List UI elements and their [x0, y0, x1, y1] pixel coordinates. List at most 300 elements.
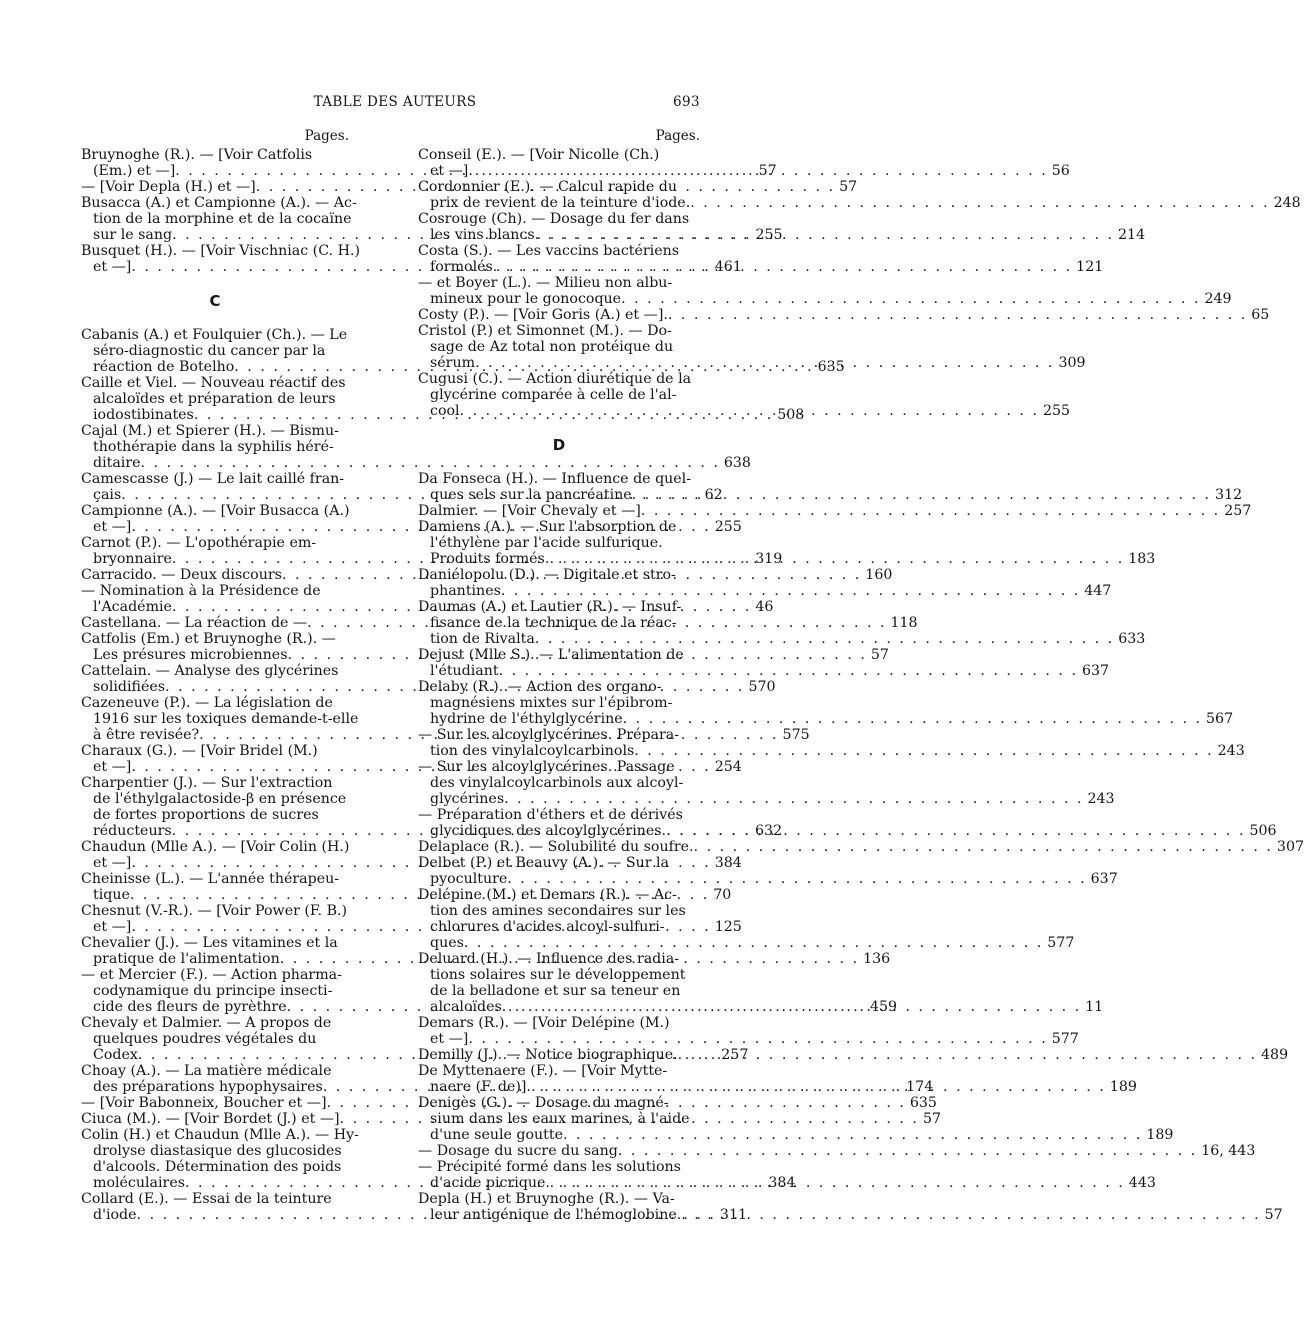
page-number: 693 [673, 94, 700, 110]
entry-line [418, 615, 700, 631]
entry-text: — Nomination à la Présidence de [81, 583, 321, 599]
entry-line [418, 179, 700, 195]
entry-line [81, 695, 349, 711]
entry-line [418, 1063, 700, 1079]
entry-page-number: 189 [1146, 1127, 1174, 1143]
index-entry [418, 503, 1252, 519]
entry-line [418, 339, 700, 355]
entry-text: Caille et Viel. — Nouveau réactif des [81, 375, 346, 391]
dot-leader [623, 711, 1202, 727]
entry-text: — Sur les alcoylglycérines. Passage [418, 759, 675, 775]
entry-line [81, 455, 751, 471]
dot-leader [507, 871, 1086, 887]
entry-text: glycérine comparée à celle de l'al- [430, 387, 677, 403]
entry-page-number: 121 [1076, 259, 1104, 275]
entry-text: Demilly (J.). — Notice biographique. [418, 1047, 678, 1063]
entry-text: et —] [430, 163, 469, 179]
entry-line [81, 243, 360, 259]
entry-text: — Préparation d'éthers et de dérivés [418, 807, 683, 823]
entry-page-number: 384 [714, 855, 742, 871]
entry-text: Cugusi (C.). — Action diurétique de la [418, 371, 692, 387]
entry-text: l'éthylène par l'acide sulfurique. [430, 535, 663, 551]
entry-text: à être revisée? [93, 727, 200, 743]
entry-line [418, 535, 700, 551]
entry-text: — [Voir Babonneix, Boucher et —] [81, 1095, 327, 1111]
entry-line [81, 1159, 349, 1175]
entry-page-number: 11 [1085, 999, 1104, 1015]
pages-heading: Pages. [304, 128, 349, 144]
entry-text: Camescasse (J.) — Le lait caillé fran- [81, 471, 345, 487]
entry-line [81, 935, 349, 951]
entry-text: ditaire [93, 455, 141, 471]
running-title: TABLE DES AUTEURS [313, 94, 477, 110]
entry-line [418, 1191, 700, 1207]
entry-line [81, 535, 349, 551]
entry-text: Dejust (Mlle S.). — L'alimentation de [418, 647, 684, 663]
entry-text: Cabanis (A.) et Foulquier (Ch.). — Le [81, 327, 348, 343]
entry-line [81, 1191, 349, 1207]
entry-line [81, 327, 349, 343]
dot-leader [678, 1047, 1257, 1063]
entry-text: Colin (H.) et Chaudun (Mlle A.). — Hy- [81, 1127, 359, 1143]
entry-text: et —] [93, 855, 132, 871]
entry-page-number: 160 [865, 567, 893, 583]
entry-page-number: 65 [1251, 307, 1270, 323]
entry-text: Chaudun (Mlle A.). — [Voir Colin (H.) [81, 839, 350, 855]
dot-leader [681, 1207, 1260, 1223]
entry-text: Charaux (G.). — [Voir Bridel (M.) [81, 743, 318, 759]
entry-line [81, 775, 349, 791]
entry-text: d'une seule goutte [430, 1127, 563, 1143]
dot-leader [694, 839, 1273, 855]
entry-page-number: 637 [1081, 663, 1110, 679]
dot-leader [501, 583, 1080, 599]
entry-line [81, 983, 349, 999]
index-entry [81, 423, 751, 471]
entry-page-number: 56 [1051, 163, 1070, 179]
entry-line [81, 791, 349, 807]
entry-text: Conseil (E.). — [Voir Nicolle (Ch.) [418, 147, 660, 163]
index-entry [418, 1015, 1079, 1047]
dot-leader [535, 227, 1114, 243]
entry-text: les vins blancs [430, 227, 535, 243]
entry-text: Depla (H.) et Bruynoghe (R.). — Va- [418, 1191, 675, 1207]
entry-text: sium dans les eaux marines, à l'aide [430, 1111, 690, 1127]
entry-page-number: 307 [1276, 839, 1304, 855]
entry-line [418, 567, 700, 583]
entry-line [81, 1031, 349, 1047]
entry-line [418, 599, 700, 615]
dot-leader [464, 935, 1043, 951]
entry-text: fisance de la technique de la réac- [430, 615, 677, 631]
entry-line [418, 919, 700, 935]
entry-page-number: 255 [714, 519, 742, 535]
dot-leader [666, 823, 1245, 839]
entry-line [418, 695, 700, 711]
entry-line [418, 903, 700, 919]
entry-text: sur le sang [93, 227, 173, 243]
entry-line [418, 983, 700, 999]
entry-text: Delaby (R.). — Action des organo- [418, 679, 662, 695]
entry-line [418, 371, 700, 387]
entry-text: tion des vinylalcoylcarbinols [430, 743, 635, 759]
dot-leader [499, 663, 1078, 679]
entry-line [81, 1127, 359, 1143]
entry-text: tion de la morphine et de la cocaïne [93, 211, 352, 227]
entry-text: Dalmier. — [Voir Chevaly et —] [418, 503, 641, 519]
entry-text: et —] [430, 1031, 469, 1047]
entry-text: sérum [430, 355, 476, 371]
entry-text: solidifiées [93, 679, 166, 695]
entry-line [81, 147, 349, 163]
entry-line [81, 391, 349, 407]
entry-line [418, 839, 1304, 855]
entry-text: chlorures d'acides alcoyl-sulfuri- [430, 919, 665, 935]
entry-line [418, 307, 1270, 323]
entry-text: et —] [93, 919, 132, 935]
dot-leader [502, 999, 1081, 1015]
entry-text: Costa (S.). — Les vaccins bactériens [418, 243, 680, 259]
entry-line [81, 439, 349, 455]
entry-text: d'alcools. Détermination des poids [93, 1159, 342, 1175]
entry-text: Busquet (H.). — [Voir Vischniac (C. H.) [81, 243, 360, 259]
entry-text: glycérines [430, 791, 505, 807]
page-header [90, 94, 700, 116]
entry-line [81, 631, 349, 647]
entry-text: Deluard (H.). — Influence des radia- [418, 951, 680, 967]
dot-leader [468, 1031, 1047, 1047]
entry-line [418, 323, 700, 339]
entry-text: cool [430, 403, 460, 419]
entry-page-number: 57 [1264, 1207, 1283, 1223]
dot-leader [563, 1127, 1142, 1143]
dot-leader [475, 355, 1054, 371]
entry-text: Costy (P.). — [Voir Goris (A.) et —]. [418, 307, 668, 323]
entry-page-number: 125 [714, 919, 742, 935]
entry-page-number: 489 [1261, 1047, 1289, 1063]
entry-line [418, 791, 1115, 807]
entry-line [418, 211, 700, 227]
entry-text: codynamique du principe insecti- [93, 983, 333, 999]
entry-text: formolés [430, 259, 493, 275]
entry-line [418, 647, 700, 663]
entry-text: çais [93, 487, 122, 503]
entry-line [81, 503, 349, 519]
entry-text: l'étudiant [430, 663, 499, 679]
entry-line [418, 631, 1146, 647]
entry-page-number: 183 [1128, 551, 1156, 567]
entry-line [418, 759, 700, 775]
dot-leader [632, 487, 1211, 503]
entry-text: bryonnaire [93, 551, 172, 567]
entry-text: — et Boyer (L.). — Milieu non albu- [418, 275, 673, 291]
entry-line [418, 291, 1232, 307]
entry-page-number: 249 [1204, 291, 1232, 307]
entry-text: De Myttenaere (F.). — [Voir Mytte- [418, 1063, 668, 1079]
entry-line [81, 743, 349, 759]
entry-line [81, 423, 349, 439]
entry-text: Ciuca (M.). — [Voir Bordet (J.) et —] [81, 1111, 340, 1127]
entry-text: glycidiques des alcoylglycérines. [430, 823, 667, 839]
entry-page-number: 46 [755, 599, 774, 615]
entry-page-number: 638 [723, 455, 751, 471]
entry-text: quelques poudres végétales du [93, 1031, 317, 1047]
entry-line [81, 967, 349, 983]
entry-line [81, 375, 349, 391]
entry-line [418, 743, 1245, 759]
entry-line [418, 1127, 1174, 1143]
entry-text: Carnot (P.). — L'opothérapie em- [81, 535, 317, 551]
entry-page-number: 447 [1084, 583, 1112, 599]
entry-text: mineux pour le gonocoque [430, 291, 622, 307]
entry-text: Cordonnier (E.). — Calcul rapide du [418, 179, 678, 195]
entry-text: Busacca (A.) et Campionne (A.). — Ac- [81, 195, 357, 211]
index-entry [418, 275, 1232, 307]
entry-line [81, 711, 359, 727]
entry-page-number: 248 [1273, 195, 1301, 211]
entry-page-number: 189 [1109, 1079, 1137, 1095]
entry-text: de la belladone et sur sa teneur en [430, 983, 681, 999]
entry-line [418, 855, 700, 871]
entry-text: Delaplace (R.). — Solubilité du soufre. [418, 839, 694, 855]
entry-text: Damiens (A.). — Sur l'absorption de [418, 519, 677, 535]
entry-text: Daniélopolu (D.). — Digitale et stro- [418, 567, 676, 583]
entry-text: Bruynoghe (R.). — [Voir Catfolis [81, 147, 313, 163]
entry-line [418, 503, 1252, 519]
entry-page-number: 57 [758, 163, 777, 179]
entry-line [418, 775, 700, 791]
entry-text: de l'éthylgalactoside-β en présence [93, 791, 347, 807]
entry-page-number: 577 [1051, 1031, 1079, 1047]
index-entry [418, 839, 1304, 855]
entry-text: Chesnut (V.-R.). — [Voir Power (F. B.) [81, 903, 348, 919]
entry-text: Campionne (A.). — [Voir Busacca (A.) [81, 503, 350, 519]
dot-leader [460, 403, 1039, 419]
entry-text: iodostibinates [93, 407, 194, 423]
entry-line [418, 387, 700, 403]
entry-page-number: 62 [704, 487, 723, 503]
entry-page-number: 384 [768, 1175, 796, 1191]
entry-page-number: 70 [713, 887, 732, 903]
entry-page-number: 16, 443 [1201, 1143, 1256, 1159]
entry-page-number: 635 [817, 359, 845, 375]
entry-page-number: 575 [782, 727, 810, 743]
entry-page-number: 214 [1118, 227, 1146, 243]
entry-line [418, 275, 700, 291]
entry-text: Carracido. — Deux discours [81, 567, 282, 583]
entry-page-number: 567 [1206, 711, 1234, 727]
entry-text: Charpentier (J.). — Sur l'extraction [81, 775, 333, 791]
entry-text: — [Voir Depla (H.) et —] [81, 179, 256, 195]
entry-text: leur antigénique de l'hémoglobine. [430, 1207, 682, 1223]
entry-text: ques sels sur la pancréatine [430, 487, 632, 503]
entry-text: moléculaires [93, 1175, 186, 1191]
entry-line [418, 519, 700, 535]
entry-line [418, 147, 700, 163]
entry-text: réducteurs [93, 823, 172, 839]
entry-text: Cristol (P.) et Simonnet (M.). — Do- [418, 323, 672, 339]
entry-line [418, 1015, 700, 1031]
entry-line [418, 663, 1110, 679]
entry-page-number: 443 [1128, 1175, 1156, 1191]
entry-page-number: 243 [1217, 743, 1245, 759]
entry-text: hydrine de l'éthylglycérine [430, 711, 623, 727]
entry-text: Produits formés [430, 551, 545, 567]
entry-text: magnésiens mixtes sur l'épibrom- [430, 695, 673, 711]
entry-text: Daumas (A.) et Lautier (R.). — Insuf- [418, 599, 682, 615]
entry-text: Codex [93, 1047, 138, 1063]
entry-text: — Précipité formé dans les solutions [418, 1159, 681, 1175]
entry-text: — Dosage du sucre du sang [418, 1143, 618, 1159]
entry-text: Delbet (P.) et Beauvy (A.). — Sur la [418, 855, 670, 871]
entry-line [81, 583, 349, 599]
entry-text: — et Mercier (F.). — Action pharma- [81, 967, 342, 983]
dot-leader [690, 195, 1269, 211]
pages-heading: Pages. [655, 128, 700, 144]
entry-text: phantines [430, 583, 501, 599]
dot-leader [545, 551, 1124, 567]
entry-text: prix de revient de la teinture d'iode. [430, 195, 691, 211]
entry-text: réaction de Botelho [93, 359, 235, 375]
entry-line [418, 1143, 1256, 1159]
entry-text: tion de Rivalta [430, 631, 535, 647]
dot-leader [493, 259, 1072, 275]
entry-text: tion des amines secondaires sur les [430, 903, 686, 919]
entry-text: ques [430, 935, 464, 951]
entry-text: alcaloïdes [430, 999, 502, 1015]
entry-line [81, 1063, 349, 1079]
entry-text: des préparations hypophysaires [93, 1079, 323, 1095]
dot-leader [621, 291, 1200, 307]
entry-text: Cheinisse (L.). — L'année thérapeu- [81, 871, 340, 887]
entry-page-number: 633 [1118, 631, 1146, 647]
section-letter-c: C [209, 292, 221, 310]
entry-page-number: 461 [714, 259, 742, 275]
entry-page-number: 136 [863, 951, 891, 967]
entry-line [418, 727, 700, 743]
entry-text: d'iode [93, 1207, 137, 1223]
entry-page-number: 570 [748, 679, 776, 695]
dot-leader [535, 631, 1114, 647]
entry-text: Chevaly et Dalmier. — A propos de [81, 1015, 332, 1031]
entry-line [81, 1143, 349, 1159]
entry-text: sage de Az total non protéique du [430, 339, 674, 355]
entry-line [81, 211, 352, 227]
entry-text: pratique de l'alimentation [93, 951, 280, 967]
entry-line [418, 871, 1118, 887]
entry-line [81, 195, 357, 211]
dot-leader [545, 1175, 1124, 1191]
entry-page-number: 311 [719, 1207, 748, 1223]
entry-line [418, 243, 700, 259]
entry-page-number: 254 [714, 759, 742, 775]
entry-text: Cattelain. — Analyse des glycérines [81, 663, 339, 679]
entry-page-number: 577 [1047, 935, 1075, 951]
entry-page-number: 257 [1224, 503, 1252, 519]
entry-text: Choay (A.). — La matière médicale [81, 1063, 332, 1079]
entry-page-number: 506 [1249, 823, 1277, 839]
entry-text: et —] [93, 259, 132, 275]
entry-line [81, 343, 349, 359]
entry-page-number: 257 [721, 1047, 749, 1063]
entry-text: — Sur les alcoylglycérines. Prépara- [418, 727, 680, 743]
entry-line [81, 807, 349, 823]
entry-page-number: 255 [1042, 403, 1071, 419]
entry-line [418, 679, 700, 695]
dot-leader [641, 503, 1220, 519]
entry-page-number: 508 [777, 407, 805, 423]
entry-text: Catfolis (Em.) et Bruynoghe (R.). — [81, 631, 336, 647]
entry-line [418, 1111, 700, 1127]
entry-page-number: 632 [755, 823, 783, 839]
entry-text: l'Académie [93, 599, 172, 615]
entry-line [418, 951, 700, 967]
dot-leader [668, 307, 1247, 323]
entry-line [81, 839, 349, 855]
entry-page-number: 57 [870, 647, 889, 663]
entry-text: Les présures microbiennes [93, 647, 288, 663]
entry-text: séro-diagnostic du cancer par la [93, 343, 326, 359]
entry-text: Castellana. — La réaction de — [81, 615, 308, 631]
entry-text: drolyse diastasique des glucosides [93, 1143, 342, 1159]
entry-line [81, 871, 349, 887]
entry-text: alcaloïdes et préparation de leurs [93, 391, 336, 407]
entry-text: tions solaires sur le développement [430, 967, 686, 983]
entry-text: Da Fonseca (H.). — Influence de quel- [418, 471, 692, 487]
entry-text: naere (F. de)] [430, 1079, 527, 1095]
entry-text: Cajal (M.) et Spierer (H.). — Bismu- [81, 423, 339, 439]
entry-text: de fortes proportions de sucres [93, 807, 319, 823]
entry-line [418, 1159, 700, 1175]
entry-line [418, 967, 700, 983]
entry-line [418, 711, 1234, 727]
entry-text: Demars (R.). — [Voir Delépine (M.) [418, 1015, 670, 1031]
entry-text: thothérapie dans la syphilis héré- [93, 439, 334, 455]
entry-text: (Em.) et —] [93, 163, 176, 179]
dot-leader [618, 1143, 1197, 1159]
entry-line [418, 1031, 1079, 1047]
dot-leader [504, 791, 1083, 807]
entry-page-number: 57 [839, 179, 858, 195]
index-entry [418, 307, 1270, 323]
entry-page-number: 243 [1087, 791, 1115, 807]
entry-line [418, 1095, 700, 1111]
entry-text: des vinylalcoylcarbinols aux alcoyl- [430, 775, 684, 791]
entry-page-number: 319 [755, 551, 783, 567]
entry-page-number: 637 [1090, 871, 1118, 887]
entry-text: pyoculture [430, 871, 508, 887]
entry-text: Delépine (M.) et Demars (R.). — Ac- [418, 887, 677, 903]
entry-text: 1916 sur les toxiques demande-t-elle [93, 711, 359, 727]
entry-text: Denigès (G.). — Dosage du magné- [418, 1095, 669, 1111]
entry-page-number: 57 [922, 1111, 941, 1127]
entry-line [418, 583, 1112, 599]
entry-page-number: 255 [755, 227, 783, 243]
index-entry [418, 1143, 1256, 1159]
dot-leader [468, 163, 1047, 179]
entry-line [418, 935, 1075, 951]
entry-line [81, 471, 349, 487]
section-letter-d: D [552, 436, 566, 454]
entry-page-number: 635 [909, 1095, 937, 1111]
entry-page-number: 118 [890, 615, 918, 631]
entry-text: et —] [93, 759, 132, 775]
entry-line [418, 807, 700, 823]
entry-text: tique [93, 887, 130, 903]
entry-page-number: 309 [1058, 355, 1086, 371]
entry-page-number: 312 [1215, 487, 1243, 503]
entry-text: Collard (E.). — Essai de la teinture [81, 1191, 332, 1207]
